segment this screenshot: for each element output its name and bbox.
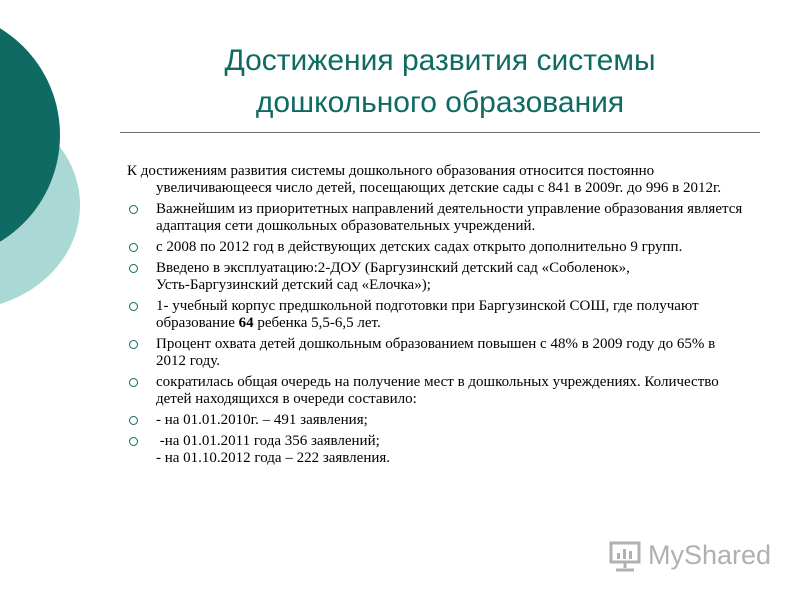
bullet-item (127, 374, 747, 408)
bullet-bold-number: 64 (238, 315, 254, 331)
title-divider (120, 132, 760, 133)
bullet-item (127, 260, 747, 294)
bullet-item (127, 412, 747, 429)
bullet-text-line-2: - на 01.10.2012 года – 222 заявления. (156, 450, 391, 466)
bullet-text: Процент охвата детей дошкольным образованием повышен с 48% в 2009 году до 65% в 2012 году. (156, 336, 716, 369)
bullet-text-line-1: -на 01.01.2011 года 356 заявлений; (156, 433, 380, 449)
myshared-logo-icon (608, 539, 642, 573)
bullet-item (127, 433, 747, 467)
bullet-item (127, 201, 747, 235)
bullet-circle-icon (129, 378, 138, 387)
bullet-text-line-1: Введено в эксплуатацию:2-ДОУ (Баргузинский детский сад «Соболенок», (156, 260, 630, 276)
bullet-circle-icon (129, 243, 138, 252)
bullet-text: Важнейшим из приоритетных направлений деятельности управление образования является адаптация сети дошкольных образовательных учреждений. (156, 201, 743, 234)
myshared-watermark[interactable] (608, 538, 773, 574)
slide-title (120, 40, 760, 124)
slide-body (127, 163, 747, 471)
bullet-circle-icon (129, 302, 138, 311)
bullet-circle-icon (129, 437, 138, 446)
watermark-text: MyShared (648, 540, 772, 570)
slide-title-line-1: Достижения развития системы (224, 44, 656, 77)
bullet-circle-icon (129, 264, 138, 273)
intro-paragraph: К достижениям развития системы дошкольного образования относится постоянно увеличивающееся число детей, посещающих детские сады с 841 в 2009г. до 996 в 2012г. (127, 163, 722, 196)
slide-title-line-2: дошкольного образования (255, 86, 625, 119)
bullet-item (127, 336, 747, 370)
bullet-text: 1- учебный корпус предшкольной подготовки при Баргузинской СОШ, где получают образование (156, 298, 699, 331)
bullet-text: с 2008 по 2012 год в действующих детских садах открыто дополнительно 9 групп. (156, 239, 683, 255)
bullet-item (127, 298, 747, 332)
bullet-text-end: ребенка 5,5-6,5 лет. (253, 315, 381, 331)
bullet-text: сократилась общая очередь на получение мест в дошкольных учреждениях. Количество детей находящихся в очереди составило: (156, 374, 719, 407)
bullet-circle-icon (129, 416, 138, 425)
bullet-text-line-2: Усть-Баргузинский детский сад «Елочка»); (156, 277, 431, 293)
bullet-text: - на 01.01.2010г. – 491 заявления; (156, 412, 368, 428)
bullet-circle-icon (129, 205, 138, 214)
bullet-item (127, 239, 747, 256)
bullet-circle-icon (129, 340, 138, 349)
